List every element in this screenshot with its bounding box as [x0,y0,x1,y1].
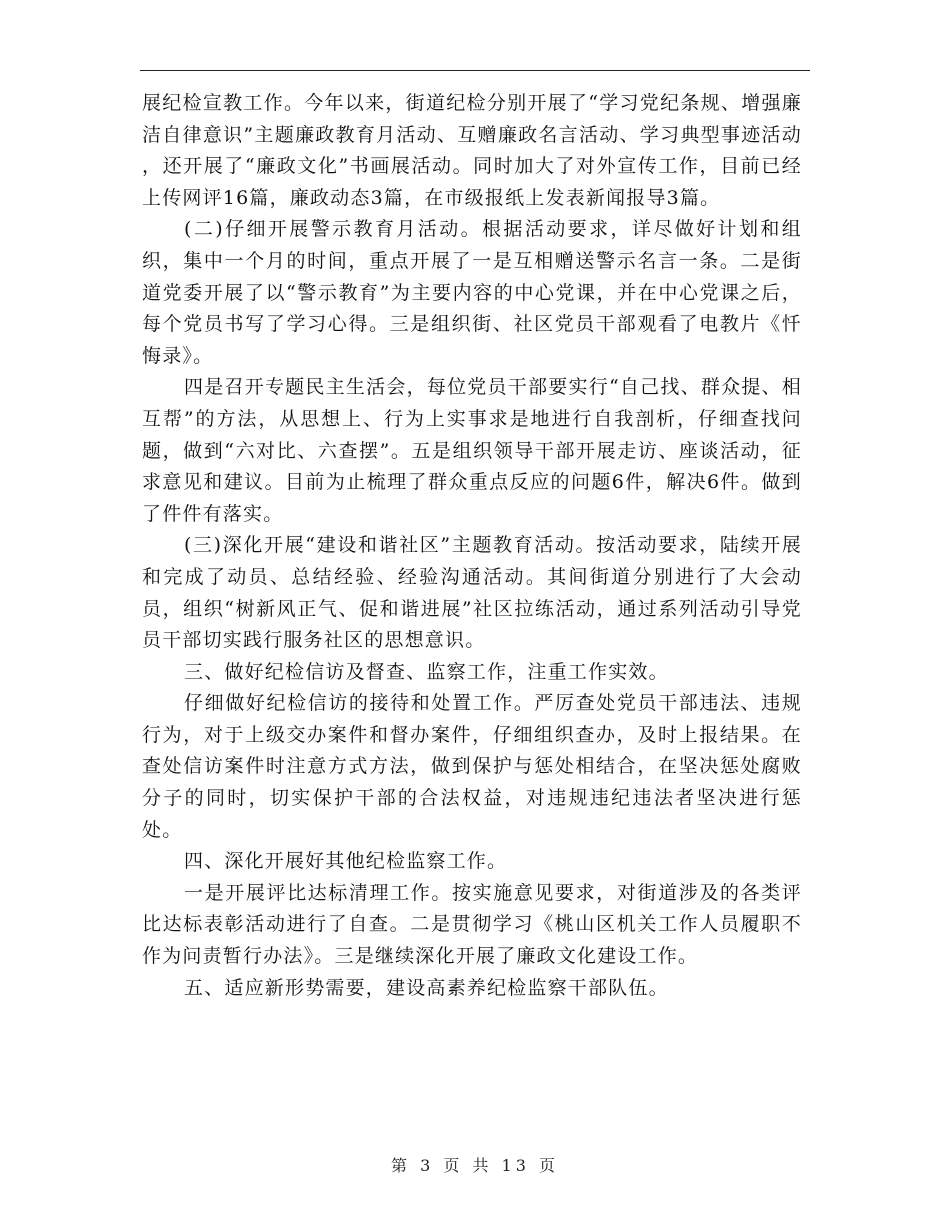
document-body [142,88,802,1004]
paragraph-democratic-meeting: 四是召开专题民主生活会，每位党员干部要实行“自己找、群众提、相互帮”的方法，从思想上、行为上实事求是地进行自我剖析，仔细查找问题，做到“六对比、六查摆”。五是组织领导干部开展走访、座谈活动，征求意见和建议。目前为止梳理了群众重点反应的问题6件，解决6件。做到了件件有落实。 [142,376,802,525]
section-heading-three: 三、做好纪检信访及督查、监察工作，注重工作实效。 [184,660,669,683]
paragraph-petition-work: 仔细做好纪检信访的接待和处置工作。严厉查处党员干部违法、违规行为，对于上级交办案件和督办案件，仔细组织查办，及时上报结果。在查处信访案件时注意方式方法，做到保护与惩处相结合，在坚决惩处腐败分子的同时，切实保护干部的合法权益，对违规违纪违法者坚决进行惩处。 [142,692,802,841]
section-heading-four: 四、深化开展好其他纪检监察工作。 [184,850,508,873]
header-rule [140,70,810,71]
section-heading-five: 五、适应新形势需要，建设高素养纪检监察干部队伍。 [184,976,669,999]
paragraph-harmonious-community: (三)深化开展“建设和谐社区”主题教育活动。按活动要求，陆续开展和完成了动员、总结经验、经验沟通活动。其间街道分别进行了大会动员，组织“树新风正气、促和谐进展”社区拉练活动，通过系列活动引导党员干部切实践行服务社区的思想意识。 [142,534,802,652]
paragraph-other-supervision: 一是开展评比达标清理工作。按实施意见要求，对街道涉及的各类评比达标表彰活动进行了自查。二是贯彻学习《桃山区机关工作人员履职不作为问责暂行办法》。三是继续深化开展了廉政文化建设工作。 [142,881,802,968]
paragraph-warning-education: (二)仔细开展警示教育月活动。根据活动要求，详尽做好计划和组织，集中一个月的时间，重点开展了一是互相赠送警示名言一条。二是街道党委开展了以“警示教育”为主要内容的中心党课，并在中心党课之后，每个党员书写了学习心得。三是组织街、社区党员干部观看了电教片《忏悔录》。 [142,218,802,367]
paragraph-continuation: 展纪检宣教工作。今年以来，街道纪检分别开展了“学习党纪条规、增强廉洁自律意识”主题廉政教育月活动、互赠廉政名言活动、学习典型事迹活动 ，还开展了“廉政文化”书画展活动。同时加大了对外宣传工作，目前已经上传网评16篇，廉政动态3篇，在市级报纸上发表新闻报导3篇。 [142,92,802,209]
page-number-footer: 第 3 页 共 13 页 [391,1156,559,1175]
